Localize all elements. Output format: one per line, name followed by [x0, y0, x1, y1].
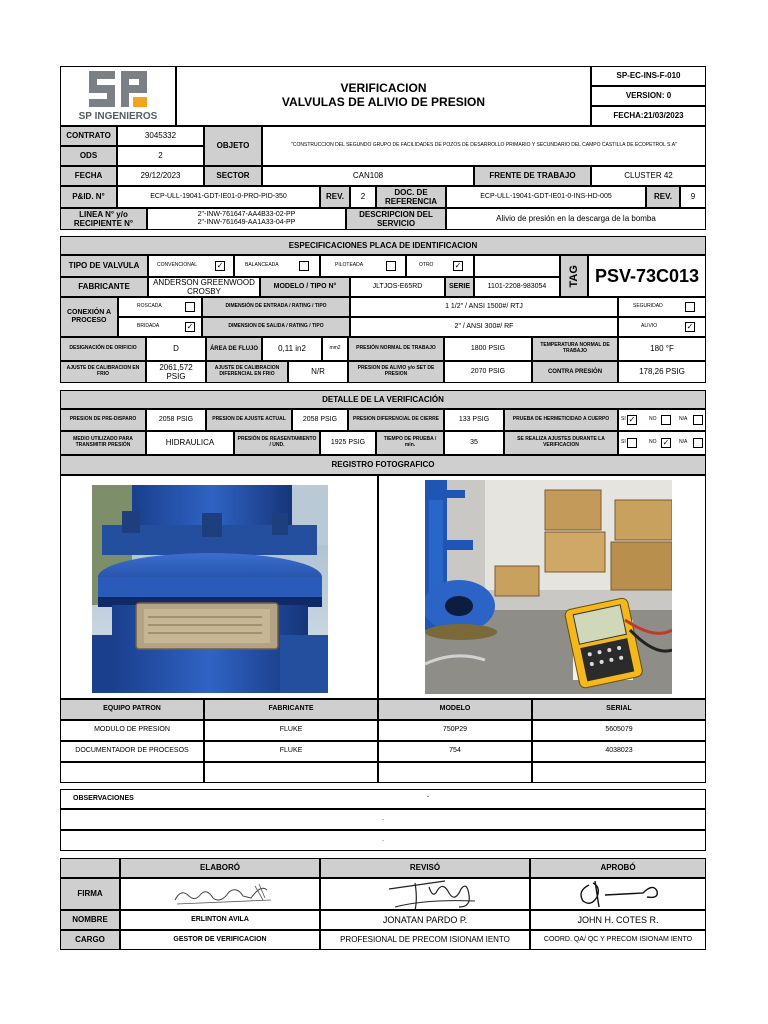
tag-label: TAG	[567, 264, 580, 288]
ajustes-options[interactable]	[618, 431, 706, 455]
presion-trabajo-label: PRESIÓN NORMAL DE TRABAJO	[348, 337, 444, 361]
convencional-checkbox[interactable]: ✓	[216, 261, 224, 270]
ajuste-dif-value: N/R	[288, 361, 348, 383]
ajustes-si-label: SI	[621, 439, 626, 445]
hermeticidad-si-label: SI	[621, 416, 626, 422]
area-unit: mm2	[322, 337, 348, 361]
tipo-otro[interactable]	[406, 255, 474, 277]
title-line2: VALVULAS DE ALIVIO DE PRESION	[281, 95, 486, 109]
hermeticidad-na-checkbox[interactable]	[693, 415, 703, 425]
hermeticidad-no-checkbox[interactable]	[661, 415, 671, 425]
firmas-corner	[60, 858, 120, 878]
equipos-empty-cell	[60, 762, 204, 783]
reasentamiento-label: PRESIÓN DE REASENTAMIENTO / UND.	[234, 431, 320, 455]
piloteada-label: PILOTEADA	[335, 262, 364, 269]
dim-entrada-value: 1 1/2" / ANSI 1500#/ RTJ	[350, 297, 618, 317]
presion-alivio-label: PRESION DE ALIVIO y/o SET DE PRESION	[348, 361, 444, 383]
orificio-value: D	[146, 337, 206, 361]
fecha-value: 29/12/2023	[117, 166, 204, 186]
conexion-roscada[interactable]	[118, 297, 202, 317]
serie-value: 1101-2208-983054	[474, 277, 560, 297]
tag-value: PSV-73C013	[588, 255, 706, 297]
piloteada-checkbox[interactable]	[386, 261, 396, 271]
desc-label: DESCRIPCION DEL SERVICIO	[346, 208, 446, 230]
tipo-convencional[interactable]	[148, 255, 234, 277]
medio-label: MEDIO UTILIZADO PARA TRANSMITIR PRESIÓN	[60, 431, 146, 455]
ajustes-na-label: N/A	[679, 439, 688, 445]
temp-label: TEMPERATURA NORMAL DE TRABAJO	[532, 337, 618, 361]
roscada-label: ROSCADA	[137, 303, 162, 310]
equipos-table-cell: 750P29	[378, 720, 532, 741]
tiempo-value: 35	[444, 431, 504, 455]
reasentamiento-value: 1925 PSIG	[320, 431, 376, 455]
modelo-value: JLTJOS-E65RD	[350, 277, 445, 297]
objeto-value: "CONSTRUCCION DEL SEGUNDO GRUPO DE FACILIDADES DE POZOS DE DESARROLLO PRIMARIO Y SECUNDARIO DEL CAMPO CASTILLA DE ECOPETROL S.A"	[262, 126, 706, 166]
registro-title: REGISTRO FOTOGRAFICO	[60, 455, 706, 475]
contrato-value: 3045332	[117, 126, 204, 146]
uso-seguridad[interactable]	[618, 297, 706, 317]
equipos-empty-cell	[378, 762, 532, 783]
signature-reviso-icon	[385, 878, 485, 910]
cargo-label: CARGO	[60, 930, 120, 950]
bridada-checkbox[interactable]: ✓	[186, 322, 194, 331]
dif-cierre-value: 133 PSIG	[444, 409, 504, 431]
otro-label: OTRO	[419, 262, 434, 269]
equipos-table-cell: MODULO DE PRESION	[60, 720, 204, 741]
linea-value-1: 2"-INW-761647-AA4B33-02-PP	[197, 210, 296, 218]
equipos-header-cell: MODELO	[378, 699, 532, 720]
linea-value-2: 2"-INW-761649-AA1A33-04-PP	[197, 219, 296, 226]
pre-disparo-value: 2058 PSIG	[146, 409, 206, 431]
seguridad-label: SEGURIDAD	[633, 303, 663, 310]
ajuste-actual-value: 2058 PSIG	[292, 409, 348, 431]
nombre-aprobo: JOHN H. COTES R.	[530, 910, 706, 930]
ajuste-dif-label: AJUSTE DE CALIBRACION DIFERENCIAL EN FRIO	[206, 361, 288, 383]
ajustes-si-checkbox[interactable]	[627, 438, 637, 448]
hermeticidad-label: PRUEBA DE HERMETICIDAD A CUERPO	[504, 409, 618, 431]
equipos-table-cell: 5605079	[532, 720, 706, 741]
logo-box	[60, 66, 176, 126]
dim-salida-label: DIMENSION DE SALIDA / RATING / TIPO	[202, 317, 350, 337]
docref-label: DOC. DE REFERENCIA	[376, 186, 446, 208]
docref-value: ECP-ULL-19041-GDT-IE01-0-INS-HD-005	[446, 186, 646, 208]
contrapresion-value: 178,26 PSIG	[618, 361, 706, 383]
cargo-elaboro: GESTOR DE VERIFICACION	[120, 930, 320, 950]
ajuste-frio-label: AJUSTE DE CALIBRACION EN FRIO	[60, 361, 146, 383]
photo-valve-nameplate	[92, 485, 328, 693]
hermeticidad-na-label: N/A	[679, 416, 688, 422]
logo-text: SP INGENIEROS	[78, 110, 158, 122]
sp-logo-icon	[85, 69, 155, 113]
frente-label: FRENTE DE TRABAJO	[474, 166, 591, 186]
contrapresion-label: CONTRA PRESIÓN	[532, 361, 618, 383]
alivio-label: ALIVIO	[641, 323, 658, 330]
hermeticidad-options[interactable]	[618, 409, 706, 431]
hermeticidad-si-checkbox[interactable]: ✓	[628, 415, 636, 424]
medio-value: HIDRAULICA	[146, 431, 234, 455]
tag-label-box	[560, 255, 588, 297]
equipos-table-cell: FLUKE	[204, 741, 378, 762]
ajustes-no-label: NO	[649, 439, 657, 445]
conexion-bridada[interactable]	[118, 317, 202, 337]
ods-label: ODS	[60, 146, 117, 166]
observaciones-label	[60, 789, 706, 809]
balanceada-label: BALANCEADA	[245, 262, 279, 269]
bridada-label: BRIDADA	[137, 323, 160, 330]
tipo-piloteada[interactable]	[320, 255, 406, 277]
equipos-header-cell: SERIAL	[532, 699, 706, 720]
photo-valve-bench	[425, 480, 672, 694]
area-label: ÁREA DE FLUJO	[206, 337, 262, 361]
equipos-table-cell: FLUKE	[204, 720, 378, 741]
signature-elaboro-icon	[171, 880, 281, 910]
dif-cierre-label: PRESION DIFERENCIAL DE CIERRE	[348, 409, 444, 431]
presion-trabajo-value: 1800 PSIG	[444, 337, 532, 361]
linea-label: LINEA N° y/o RECIPIENTE N°	[60, 208, 147, 230]
dim-entrada-label: DIMENSIÓN DE ENTRADA / RATING / TIPO	[202, 297, 350, 317]
seguridad-checkbox[interactable]	[685, 302, 695, 312]
form-code: SP-EC-INS-F-010	[591, 66, 706, 86]
cargo-reviso: PROFESIONAL DE PRECOM ISIONAM IENTO	[320, 930, 530, 950]
nombre-elaboro: ERLINTON AVILA	[120, 910, 320, 930]
nombre-reviso: JONATAN PARDO P.	[320, 910, 530, 930]
area-value: 0,11 in2	[262, 337, 322, 361]
tipo-balanceada[interactable]	[234, 255, 320, 277]
aprobo-header: APROBÓ	[530, 858, 706, 878]
equipos-header-cell: EQUIPO PATRON	[60, 699, 204, 720]
firma-elaboro-cell	[120, 878, 320, 910]
reviso-header: REVISÓ	[320, 858, 530, 878]
equipos-table-cell: DOCUMENTADOR DE PROCESOS	[60, 741, 204, 762]
ajustes-label: SE REALIZA AJUSTES DURANTE LA VERIFICACION	[504, 431, 618, 455]
ajustes-na-checkbox[interactable]	[693, 438, 703, 448]
objeto-label: OBJETO	[204, 126, 262, 166]
elaboro-header: ELABORÓ	[120, 858, 320, 878]
ajuste-actual-label: PRESION DE AJUSTE ACTUAL	[206, 409, 292, 431]
fabricante-label: FABRICANTE	[60, 277, 148, 297]
sector-value: CAN108	[262, 166, 474, 186]
sector-label: SECTOR	[204, 166, 262, 186]
form-title	[176, 66, 591, 126]
title-line1: VERIFICACION	[340, 81, 427, 96]
orificio-label: DESIGNACIÓN DE ORIFICIO	[60, 337, 146, 361]
desc-value: Alivio de presión en la descarga de la bomba	[446, 208, 706, 230]
firma-reviso-cell	[320, 878, 530, 910]
serie-label: SERIE	[445, 277, 474, 297]
uso-alivio[interactable]	[618, 317, 706, 337]
firma-label: FIRMA	[60, 878, 120, 910]
observaciones-line-1: .	[427, 792, 429, 799]
observaciones-label-text: OBSERVACIONES	[73, 794, 134, 802]
observaciones-line-3: .	[60, 830, 706, 851]
cargo-aprobo: COORD. QA/ QC Y PRECOM ISIONAM IENTO	[530, 930, 706, 950]
placa-section-title: ESPECIFICACIONES PLACA DE IDENTIFICACION	[60, 236, 706, 255]
linea-values	[147, 208, 346, 230]
equipos-table-cell: 754	[378, 741, 532, 762]
temp-value: 180 °F	[618, 337, 706, 361]
nombre-label: NOMBRE	[60, 910, 120, 930]
observaciones-line-2: .	[60, 809, 706, 830]
tipo-valvula-label: TIPO DE VALVULA	[60, 255, 148, 277]
fecha-label: FECHA	[60, 166, 117, 186]
equipos-header-cell: FABRICANTE	[204, 699, 378, 720]
otro-checkbox[interactable]: ✓	[454, 261, 462, 270]
pid-value: ECP-ULL-19041-GDT-IE01-0-PRO-PID-350	[117, 186, 320, 208]
valve-bench-image	[425, 480, 672, 694]
rev-value-1: 2	[350, 186, 376, 208]
balanceada-checkbox[interactable]	[299, 261, 309, 271]
valve-nameplate-image	[92, 485, 328, 693]
form-date: FECHA:21/03/2023	[591, 106, 706, 126]
alivio-checkbox[interactable]: ✓	[686, 322, 694, 331]
frente-value: CLUSTER 42	[591, 166, 706, 186]
convencional-label: CONVENCIONAL	[157, 262, 198, 269]
presion-alivio-value: 2070 PSIG	[444, 361, 532, 383]
fabricante-value: ANDERSON GREENWOOD CROSBY	[148, 277, 260, 297]
ajuste-frio-value: 2061,572 PSIG	[146, 361, 206, 383]
ods-value: 2	[117, 146, 204, 166]
firma-aprobo-cell	[530, 878, 706, 910]
rev-value-2: 9	[680, 186, 706, 208]
signature-aprobo-icon	[575, 878, 665, 910]
dim-salida-value: 2" / ANSI 300#/ RF	[350, 317, 618, 337]
detalle-section-title: DETALLE DE LA VERIFICACIÓN	[60, 390, 706, 409]
contrato-label: CONTRATO	[60, 126, 117, 146]
pid-label: P&ID. N°	[60, 186, 117, 208]
rev-label-1: REV.	[320, 186, 350, 208]
equipos-table-cell: 4038023	[532, 741, 706, 762]
conexion-label: CONEXIÓN A PROCESO	[60, 297, 118, 337]
equipos-empty-cell	[532, 762, 706, 783]
tiempo-label: TIEMPO DE PRUEBA / min.	[376, 431, 444, 455]
pre-disparo-label: PRESION DE PRE-DISPARO	[60, 409, 146, 431]
roscada-checkbox[interactable]	[185, 302, 195, 312]
modelo-label: MODELO / TIPO N°	[260, 277, 350, 297]
rev-label-2: REV.	[646, 186, 680, 208]
ajustes-no-checkbox[interactable]: ✓	[662, 438, 670, 447]
hermeticidad-no-label: NO	[649, 416, 657, 422]
equipos-empty-cell	[204, 762, 378, 783]
form-version: VERSION: 0	[591, 86, 706, 106]
tipo-blank	[474, 255, 560, 277]
